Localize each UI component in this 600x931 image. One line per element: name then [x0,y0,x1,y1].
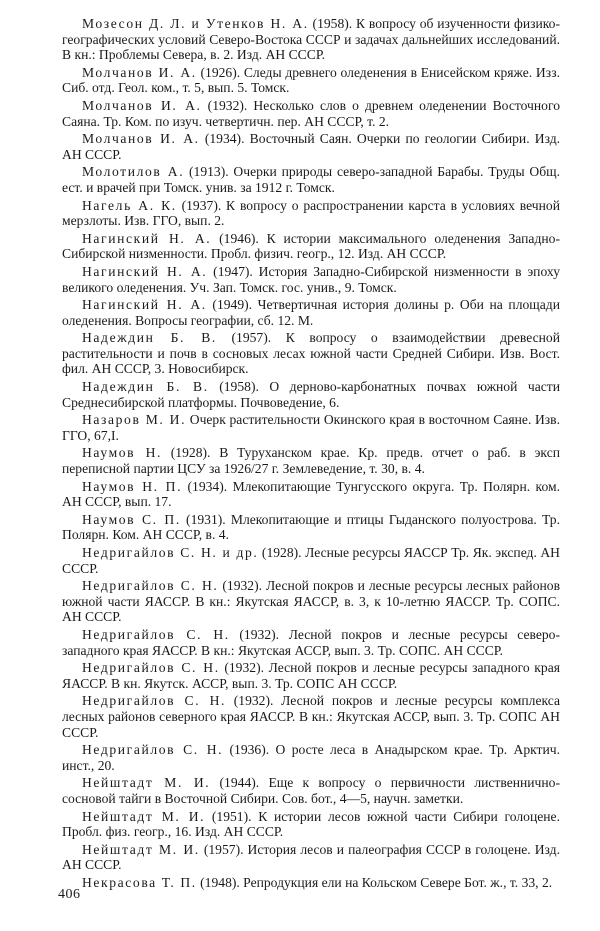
bibliography-entry [62,297,560,328]
bibliography-entry [62,412,560,443]
entry-author: Некрасова Т. П. [82,874,197,890]
entry-text: (1949). Четвертичная история долины р. Оби на площади оледенения. Вопросы географии, сб. 12. М. [62,297,560,328]
entry-author: Нагинский Н. А. [82,263,208,279]
entry-author: Молотилов А. [82,164,185,180]
bibliography-entry [62,693,560,740]
entry-text: (1936). О росте леса в Анадырском крае. Тр. Арктич. инст., 20. [62,742,560,773]
bibliography-entry [62,131,560,162]
entry-author: Недригайлов С. Н. [82,742,224,758]
entry-author: Наумов Н. П. [82,478,183,494]
entry-text: (1944). Еще к вопросу о первичности лиственнично-сосновой тайги в Восточной Сибири. Сов. бот., 4—5, научн. заметки. [62,775,560,806]
bibliography-entry [62,875,560,891]
bibliography-entry [62,98,560,129]
entry-text: (1937). К вопросу о распространении карста в условиях вечной мерзлоты. Изв. ГГО, вып. 2. [62,197,560,229]
entry-author: Нагель А. К. [82,197,177,213]
entry-author: Молчанов И. А. [82,97,202,113]
entry-author: Нагинский Н. А. [82,297,207,313]
entry-text: (1913). Очерки природы северо-западной Барабы. Труды Общ. ест. и врачей при Томск. унив. за 1912 г. Томск. [62,164,560,195]
bibliography-entry [62,545,560,576]
entry-author: Недригайлов С. Н. [82,578,219,594]
bibliography-entry [62,578,560,625]
entry-text: (1947). История Западно-Сибирской низменности в эпоху великого оледенения. Уч. Зап. Томск. гос. унив., 9. Томск. [62,263,560,295]
entry-text: (1931). Млекопитающие и птицы Гыданского полуострова. Тр. Полярн. Ком. АН СССР, в. 4. [62,511,560,543]
entry-text: (1932). Лесной покров и лесные ресурсы северо-западного края ЯАССР. В кн.: Якутская АССР, вып. 3. Тр. СОПС. АН СССР. [62,626,560,658]
entry-author: Нейштадт М. И. [82,841,200,857]
entry-text: (1926). Следы древнего оледенения в Енисейском кряже. Изз. Сиб. отд. Геол. ком., т. 5, вып. 5. Томск. [62,64,560,96]
bibliography-entry [62,627,560,658]
entry-author: Нагинский Н. А. [82,230,212,246]
entry-author: Надеждин Б. В. [82,379,209,395]
bibliography-entry [62,164,560,195]
entry-author: Нейштадт М. И. [82,808,206,824]
bibliography-entry [62,775,560,806]
entry-text: (1932). Лесной покров и лесные ресурсы комплекса лесных районов северного края ЯАССР. В кн.: Якутская АССР, вып. 3. Тр. СОПС АН СССР. [62,693,560,740]
entry-text: (1948). Репродукция ели на Кольском Севере Бот. ж., т. 33, 2. [196,874,553,890]
entry-author: Молчанов И. А. [82,131,200,147]
bibliography-entry [62,809,560,840]
entry-text: (1932). Лесной покров и лесные ресурсы западного края ЯАССР. В кн. Якутск. АССР, вып. 3. Тр. СОПС АН СССР. [62,660,560,691]
entry-author: Назаров М. И. [82,412,187,428]
bibliography-entry [62,65,560,96]
entry-author: Недригайлов С. Н. [82,693,226,709]
bibliography-entry [62,742,560,773]
entry-author: Мозесон Д. Л. и Утенков Н. А. [82,16,309,31]
bibliography-entry [62,842,560,873]
bibliography-entry [62,16,560,63]
entry-text: (1932). Лесной покров и лесные ресурсы лесных районов южной части ЯАССР. В кн.: Якутская ЯАССР, в. 3, к 10-летню ЯАССР. Тр. СОПС. АН СССР. [62,578,560,625]
entry-author: Надеждин Б. В. [82,330,217,346]
entry-text: (1951). К истории лесов южной части Сибири голоцене. Пробл. физ. геогр., 16. Изд. АН СССР. [62,808,560,840]
entry-author: Недригайлов С. Н. и др. [82,545,259,560]
entry-text: Очерк растительности Окинского края в восточном Саяне. Изв. ГГО, 67,I. [62,412,560,443]
entry-author: Нейштадт М. И. [82,775,211,791]
entry-text: (1928). В Туруханском крае. Кр. предв. отчет о раб. в эксп переписной партии ЦСУ за 1926/27 г. Землеведение, т. 30, в. 4. [62,445,561,477]
entry-text: (1934). Восточный Саян. Очерки по геологии Сибири. Изд. АН СССР. [62,131,561,162]
bibliography-entry [62,479,560,510]
entry-text: (1957). История лесов и палеография СССР в голоцене. Изд. АН СССР. [62,841,560,873]
bibliography-list [62,16,560,890]
entry-author: Недригайлов С. Н. [82,660,220,676]
entry-author: Недригайлов С. Н. [82,626,230,642]
entry-text: (1928). Лесные ресурсы ЯАССР Тр. Як. экспед. АН СССР. [62,545,560,576]
entry-text: (1958). О дерново-карбонатных почвах южной части Среднесибирской платформы. Почвоведение, 6. [62,379,560,410]
bibliography-entry [62,231,560,262]
entry-author: Наумов С. П. [82,511,181,527]
entry-text: (1957). К вопросу о взаимодействии древесной растительности и почв в сосновых лесах южной части Средней Сибири. Изв. Вост. фил. АН СССР, 3. Новосибирск. [62,330,561,377]
entry-text: (1934). Млекопитающие Тунгусского округа. Тр. Полярн. ком. АН СССР, вып. 17. [62,478,560,510]
bibliography-entry [62,330,560,377]
entry-text: (1946). К истории максимального оледенения Западно-Сибирской низменности. Пробл. физич. геогр., 12. Изд. АН СССР. [62,230,560,262]
page-number: 406 [58,887,81,902]
bibliography-entry [62,379,560,410]
entry-text: (1932). Несколько слов о древнем оледенении Восточного Саяна. Тр. Ком. по изуч. четвертичн. пер. АН СССР, т. 2. [62,97,561,129]
entry-text: (1958). К вопросу об изученности физико-географических условий Северо-Востока СССР и задачах дальнейших исследований. В кн.: Проблемы Севера, в. 2. Изд. АН СССР. [62,16,560,63]
entry-author: Молчанов И. А. [82,64,197,80]
entry-author: Наумов Н. [82,445,162,461]
bibliography-entry [62,660,560,691]
bibliography-entry [62,512,560,543]
bibliography-entry [62,198,560,229]
bibliography-entry [62,264,560,295]
bibliography-entry [62,445,560,476]
